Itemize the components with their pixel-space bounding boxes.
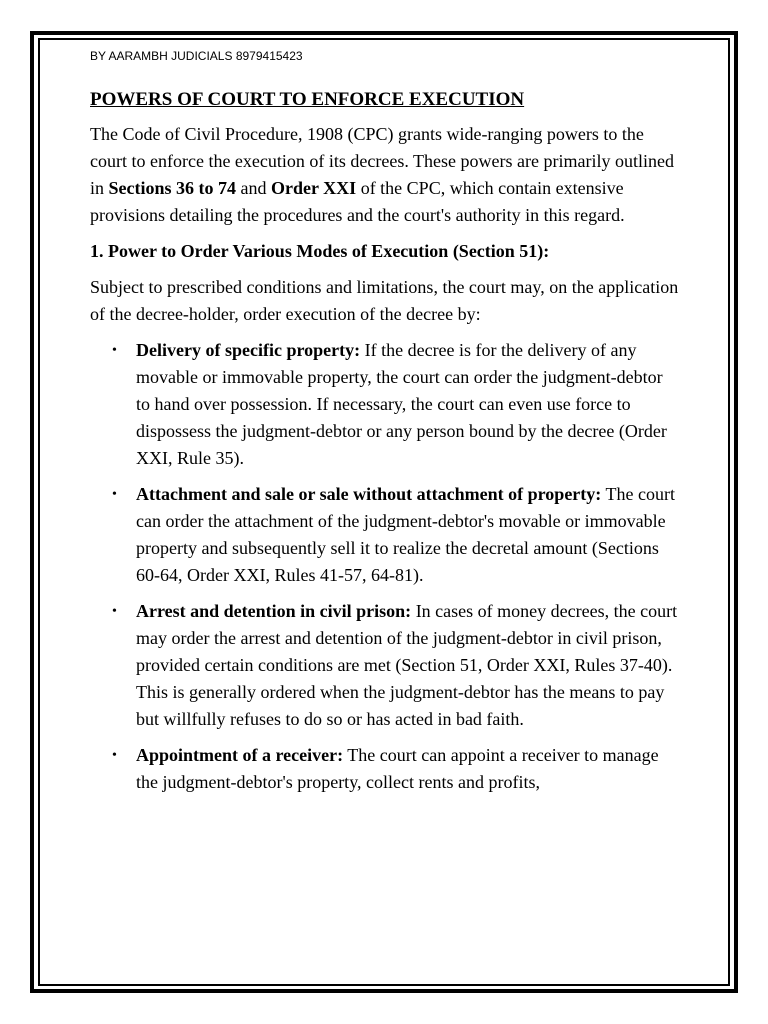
list-item-label: Appointment of a receiver: (136, 745, 344, 765)
document-title: POWERS OF COURT TO ENFORCE EXECUTION (90, 89, 525, 110)
intro-text-3: of the CPC, which contain extensive provisions detailing the procedures and the court's authority in this regard. (90, 178, 625, 225)
page-header: BY AARAMBH JUDICIALS 8979415423 (90, 49, 303, 63)
list-item-label: Attachment and sale or sale without attachment of property: (136, 484, 602, 504)
bullet-icon: • (112, 748, 117, 763)
intro-paragraph (90, 121, 680, 229)
intro-bold-sections: Sections 36 to 74 (108, 178, 237, 198)
list-item-text: The court can appoint a receiver to manage the judgment-debtor's property, collect rents and profits, (136, 745, 659, 792)
list-item-label: Arrest and detention in civil prison: (136, 601, 412, 621)
list-item-text: The court can order the attachment of the judgment-debtor's movable or immovable property and subsequently sell it to realize the decretal amount (Sections 60-64, Order XXI, Rules 41-57, 64-81). (136, 484, 675, 585)
execution-modes-list (90, 337, 680, 796)
bullet-icon: • (112, 604, 117, 619)
list-item-text: If the decree is for the delivery of any movable or immovable property, the court can order the judgment-debtor to hand over possession. If necessary, the court can even use force to dispossess the judgment-debtor or any person bound by the decree (Order XXI, Rule 35). (136, 340, 667, 468)
list-item-text: In cases of money decrees, the court may order the arrest and detention of the judgment-debtor in civil prison, provided certain conditions are met (Section 51, Order XXI, Rules 37-40). This is generally ordered when the judgment-debtor has the means to pay but willfully refuses to do so or has acted in bad faith. (136, 601, 678, 729)
bullet-icon: • (112, 487, 117, 502)
intro-text-2: and (236, 178, 272, 198)
list-item (90, 481, 680, 589)
intro-text-1: The Code of Civil Procedure, 1908 (CPC) grants wide-ranging powers to the court to enforce the execution of its decrees. These powers are primarily outlined in (90, 124, 674, 198)
document-body (90, 48, 680, 805)
list-item (90, 742, 680, 796)
list-item (90, 598, 680, 733)
bullet-icon: • (112, 343, 117, 358)
section-lead-paragraph: Subject to prescribed conditions and limitations, the court may, on the application of the decree-holder, order execution of the decree by: (90, 277, 679, 324)
list-item-label: Delivery of specific property: (136, 340, 361, 360)
list-item (90, 337, 680, 472)
section-heading: 1. Power to Order Various Modes of Execution (Section 51): (90, 241, 550, 261)
intro-bold-order: Order XXI (271, 178, 357, 198)
